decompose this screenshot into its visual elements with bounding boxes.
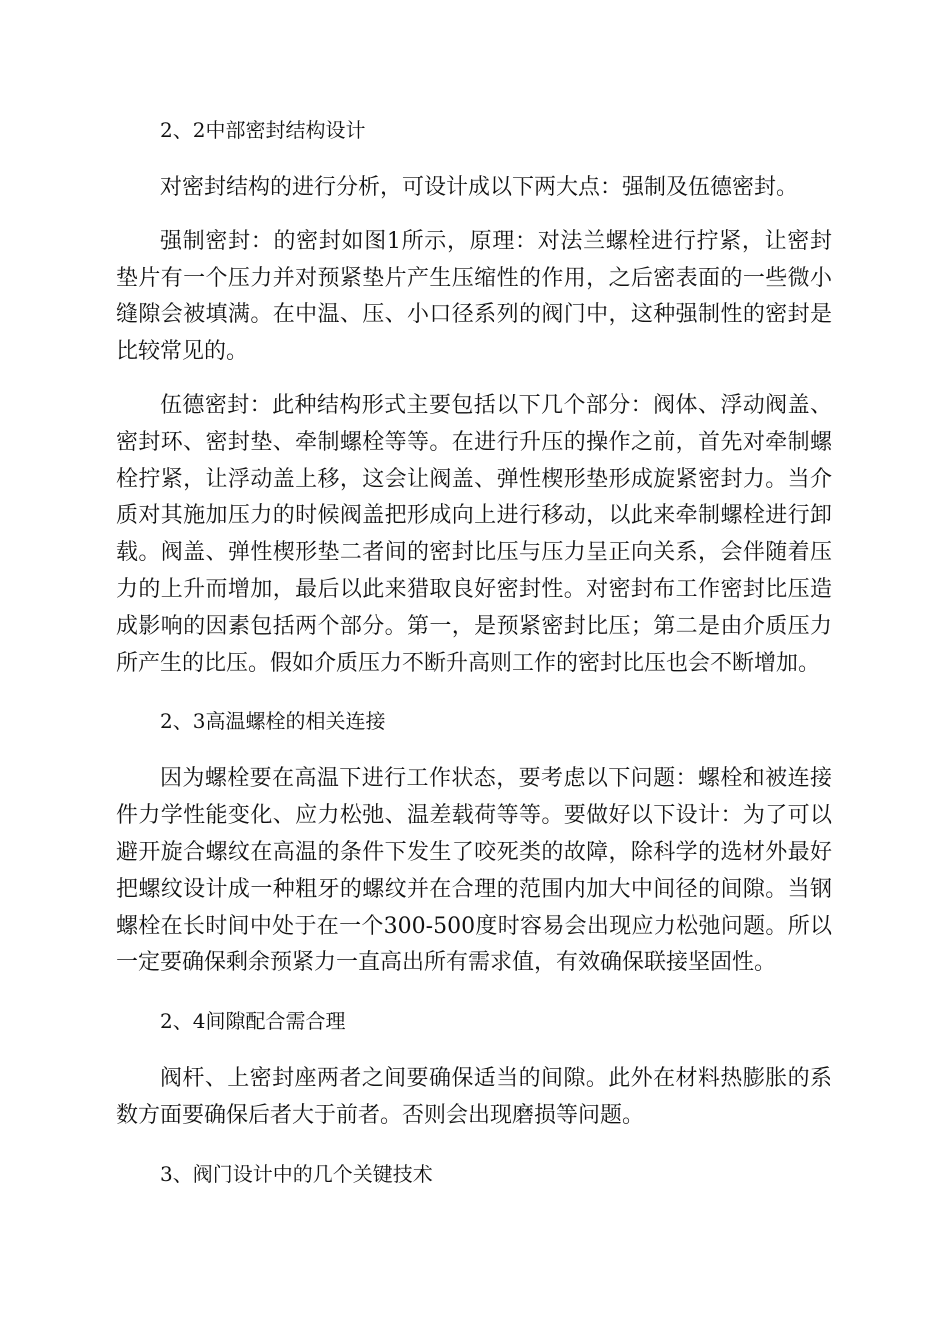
section-heading-3: 3、阀门设计中的几个关键技术 — [160, 1161, 433, 1186]
section-heading-2-3: 2、3高温螺栓的相关连接 — [160, 709, 386, 734]
paragraph-clearance: 阀杆、上密封座两者之间要确保适当的间隙。此外在材料热膨胀的系数方面要确保后者大于前者。否则会出现磨损等问题。 — [116, 1066, 832, 1128]
paragraph-forced-seal: 强制密封：的密封如图1所示，原理：对法兰螺栓进行拧紧，让密封垫片有一个压力并对预紧垫片产生压缩性的作用，之后密表面的一些微小缝隙会被填满。在中温、压、小口径系列的阀门中，这种强制性的密封是比较常见的。 — [116, 228, 832, 365]
document-page — [116, 108, 832, 1214]
section-heading-2-2: 2、2中部密封结构设计 — [160, 118, 366, 142]
paragraph-bolts: 因为螺栓要在高温下进行工作状态，要考虑以下问题：螺栓和被连接件力学性能变化、应力松弛、温差载荷等等。要做好以下设计：为了可以避开旋合螺纹在高温的条件下发生了咬死类的故障，除科学的选材外最好把螺纹设计成一种粗牙的螺纹并在合理的范围内加大中间径的间隙。当钢螺栓在长时间中处于在一个300-500度时容易会出现应力松弛问题。所以一定要确保剩余预紧力一直高出所有需求值，有效确保联接坚固性。 — [116, 766, 832, 976]
section-heading-2-4: 2、4间隙配合需合理 — [160, 1009, 346, 1034]
paragraph-intro: 对密封结构的进行分析，可设计成以下两大点：强制及伍德密封。 — [160, 175, 799, 200]
paragraph-wood-seal: 伍德密封：此种结构形式主要包括以下几个部分：阀体、浮动阀盖、密封环、密封垫、牵制螺栓等等。在进行升压的操作之前，首先对牵制螺栓拧紧，让浮动盖上移，这会让阀盖、弹性楔形垫形成旋紧密封力。当介质对其施加压力的时候阀盖把形成向上进行移动，以此来牵制螺栓进行卸载。阀盖、弹性楔形垫二者间的密封比压与压力呈正向关系，会伴随着压力的上升而增加，最后以此来猎取良好密封性。对密封布工作密封比压造成影响的因素包括两个部分。第一，是预紧密封比压；第二是由介质压力所产生的比压。假如介质压力不断升高则工作的密封比压也会不断增加。 — [116, 392, 832, 676]
